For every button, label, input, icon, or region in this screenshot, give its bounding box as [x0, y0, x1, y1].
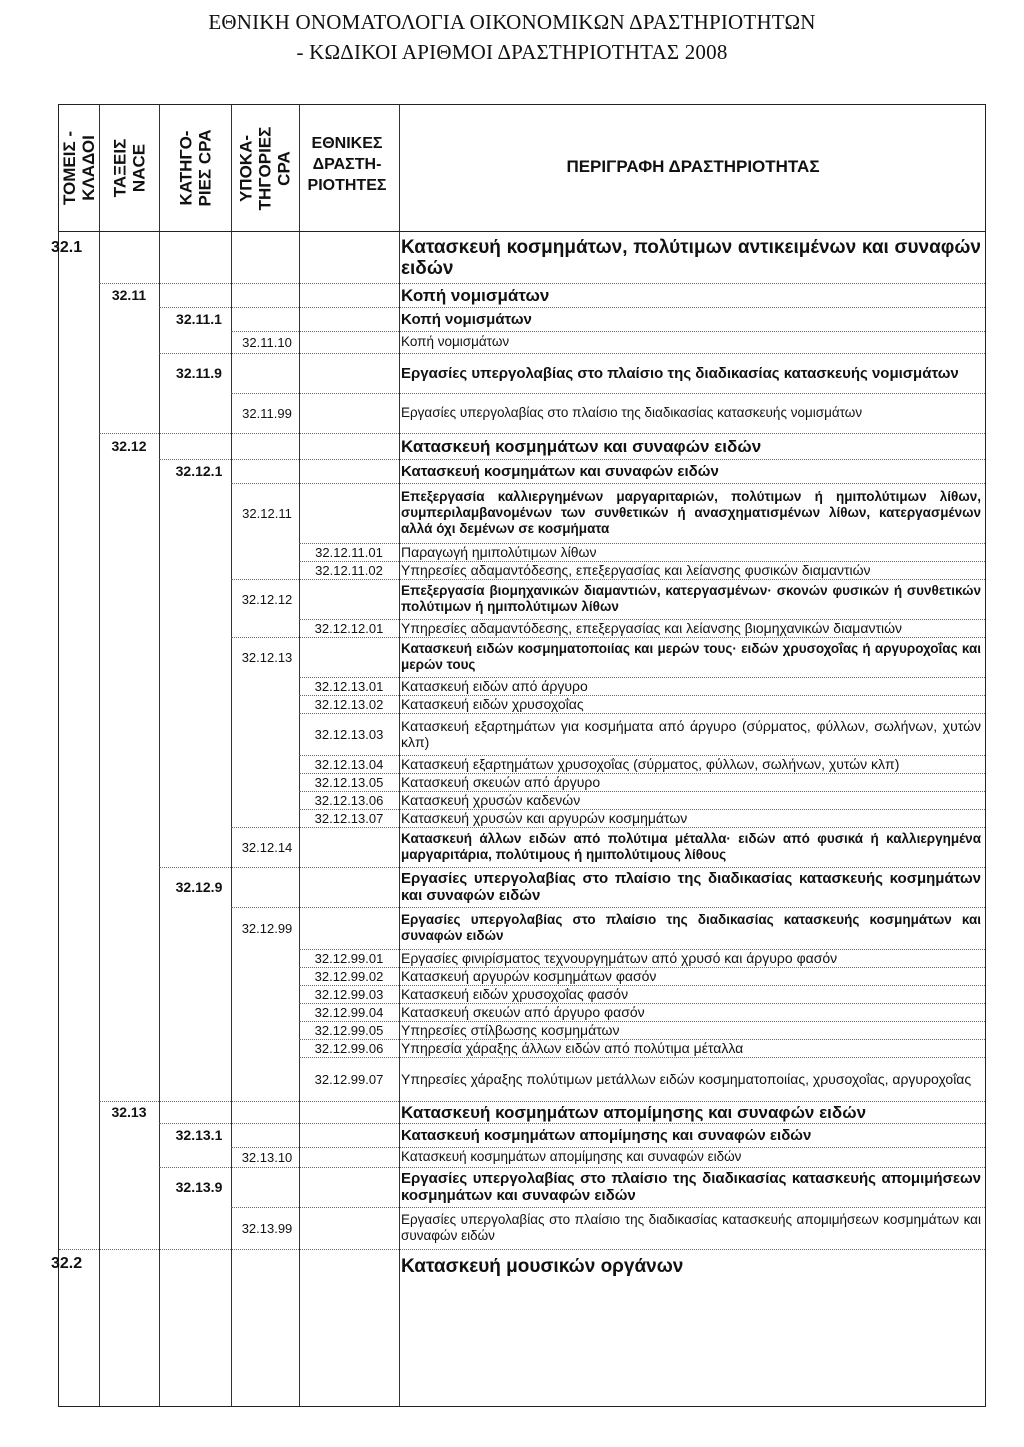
activity-description: Κατασκευή ειδών χρυσοχοΐας φασόν — [401, 986, 629, 1002]
activity-codes-table — [51, 104, 986, 1407]
header-subcategories: ΥΠΟΚΑ- ΤΗΓΟΡΙΕΣ CPA — [236, 126, 294, 210]
activity-code: 32.12.99 — [241, 920, 293, 936]
activity-code: 32.12.12 — [241, 591, 293, 607]
activity-code: 32.11.9 — [176, 365, 222, 381]
activity-description: Κατασκευή ειδών χρυσοχοΐας — [401, 696, 584, 712]
activity-code: 32.12.11.02 — [315, 562, 383, 578]
activity-code: 32.13.99 — [241, 1220, 293, 1236]
activity-description: Κατασκευή μουσικών οργάνων — [401, 1255, 684, 1277]
document-title: ΕΘΝΙΚΗ ΟΝΟΜΑΤΟΛΟΓΙΑ ΟΙΚΟΝΟΜΙΚΩΝ ΔΡΑΣΤΗΡΙΟΤΗΤΩΝ — [208, 10, 816, 34]
activity-description: Υπηρεσίες αδαμαντόδεσης, επεξεργασίας και λείανσης βιομηχανικών διαμαντιών — [401, 620, 903, 636]
activity-description: Κατασκευή σκευών από άργυρο — [401, 774, 601, 790]
activity-description: Υπηρεσίες αδαμαντόδεσης, επεξεργασίας και λείανσης φυσικών διαμαντιών — [401, 562, 871, 578]
activity-description: Επεξεργασία καλλιεργημένων μαργαριταριών, πολύτιμων ή ημιπολύτιμων λίθων, συμπεριλαμβανομένων των συνθετικών ή ανασχηματισμένων λίθων, κατεργασμένων αλλά όχι δεμένων σε κοσμήματα — [401, 489, 981, 536]
activity-description: Υπηρεσίες χάραξης πολύτιμων μετάλλων ειδών κοσμηματοποιίας, χρυσοχοΐας, αργυροχοΐας — [401, 1071, 972, 1087]
activity-description: Υπηρεσίες στίλβωσης κοσμημάτων — [401, 1022, 620, 1038]
activity-description: Κοπή νομισμάτων — [401, 334, 510, 349]
activity-code: 32.12.99.01 — [314, 950, 384, 966]
activity-code: 32.12.1 — [175, 463, 223, 479]
activity-code: 32.13.1 — [175, 1127, 223, 1143]
activity-code: 32.12.99.05 — [314, 1022, 384, 1038]
activity-description: Παραγωγή ημιπολύτιμων λίθων — [401, 544, 597, 560]
header-description: ΠΕΡΙΓΡΑΦΗ ΔΡΑΣΤΗΡΙΟΤΗΤΑΣ — [566, 157, 820, 176]
activity-code: 32.12.99.04 — [314, 1004, 384, 1020]
activity-description: Υπηρεσία χάραξης άλλων ειδών από πολύτιμα μέταλλα — [401, 1040, 744, 1056]
activity-description: Κατασκευή κοσμημάτων και συναφών ειδών — [401, 436, 762, 456]
activity-code: 32.11.1 — [176, 311, 222, 327]
activity-description: Κατασκευή εξαρτημάτων χρυσοχοΐας (σύρματος, φύλλων, σωλήνων, χυτών κλπ) — [401, 756, 900, 772]
activity-code: 32.11 — [111, 287, 147, 303]
activity-code: 32.12.11 — [242, 505, 292, 521]
activity-description: Κατασκευή κοσμημάτων απομίμησης και συναφών ειδών — [401, 1126, 812, 1144]
activity-description: Επεξεργασία βιομηχανικών διαμαντιών, κατεργασμένων· σκονών φυσικών ή συνθετικών πολύτιμων ή ημιπολύτιμων λίθων — [401, 583, 981, 614]
header-national-activities: ΕΘΝΙΚΕΣ ΔΡΑΣΤΗ- ΡΙΟΤΗΤΕΣ — [307, 135, 387, 194]
activity-description: Κατασκευή κοσμημάτων, πολύτιμων αντικειμένων και συναφών ειδών — [401, 237, 981, 279]
activity-code: 32.12.13.04 — [314, 756, 384, 772]
activity-code: 32.13 — [111, 1104, 147, 1120]
activity-code: 32.2 — [51, 1255, 83, 1272]
activity-description: Εργασίες υπεργολαβίας στο πλαίσιο της διαδικασίας κατασκευής κοσμημάτων και συναφών ειδών — [401, 912, 981, 943]
activity-code: 32.12.99.06 — [314, 1040, 384, 1056]
activity-description: Κατασκευή ειδών κοσμηματοποιίας και μερών τους· ειδών χρυσοχοΐας ή αργυροχοΐας και μερών τους — [401, 641, 981, 672]
activity-description: Εργασίες υπεργολαβίας στο πλαίσιο της διαδικασίας κατασκευής απομιμήσεων κοσμημάτων και συναφών ειδών — [401, 1212, 981, 1243]
activity-description: Εργασίες υπεργολαβίας στο πλαίσιο της διαδικασίας κατασκευής κοσμημάτων και συναφών ειδών — [401, 870, 981, 904]
activity-code: 32.12.13.05 — [314, 774, 384, 790]
activity-description: Κατασκευή αργυρών κοσμημάτων φασόν — [401, 968, 657, 984]
column-divider — [231, 105, 232, 1406]
activity-description: Κατασκευή κοσμημάτων απομίμησης και συναφών ειδών — [401, 1149, 742, 1164]
activity-description: Κατασκευή άλλων ειδών από πολύτιμα μέταλλα· ειδών από φυσικά ή καλλιεργημένα μαργαριτάρια, πολύτιμους ή ημιπολύτιμους λίθους — [401, 831, 981, 862]
activity-code: 32.12.13.01 — [314, 678, 384, 694]
activity-description: Κατασκευή κοσμημάτων απομίμησης και συναφών ειδών — [401, 1102, 867, 1122]
activity-code: 32.12.14 — [241, 839, 293, 855]
activity-code: 32.12.99.07 — [314, 1071, 384, 1087]
activity-description: Κατασκευή χρυσών καδενών — [401, 792, 581, 808]
activity-code: 32.11.10 — [242, 334, 292, 350]
activity-code: 32.11.99 — [242, 405, 292, 421]
activity-code: 32.12.13.02 — [314, 696, 384, 712]
header-divider — [59, 231, 985, 232]
activity-description: Εργασίες υπεργολαβίας στο πλαίσιο της διαδικασίας κατασκευής νομισμάτων — [401, 405, 863, 420]
activity-code: 32.12.13.07 — [314, 810, 384, 826]
activity-description: Κοπή νομισμάτων — [401, 285, 550, 305]
activity-description: Κοπή νομισμάτων — [401, 310, 532, 328]
header-categories: ΚΑΤΗΓΟ- ΡΙΕΣ CPA — [176, 129, 214, 207]
activity-code: 32.13.9 — [175, 1179, 223, 1195]
activity-description: Εργασίες φινιρίσματος τεχνουργημάτων από χρυσό και άργυρο φασόν — [401, 950, 838, 966]
activity-code: 32.12.13 — [241, 649, 293, 665]
activity-code: 32.1 — [51, 239, 83, 256]
activity-code: 32.12 — [111, 438, 147, 454]
activity-code: 32.12.13.06 — [314, 792, 384, 808]
activity-code: 32.12.12.01 — [314, 620, 384, 636]
activity-description: Κατασκευή ειδών από άργυρο — [401, 678, 588, 694]
activity-code: 32.13.10 — [241, 1149, 293, 1165]
activity-description: Εργασίες υπεργολαβίας στο πλαίσιο της διαδικασίας κατασκευής νομισμάτων — [401, 364, 959, 382]
activity-code: 32.12.11.01 — [315, 544, 383, 560]
header-classes: ΤΑΞΕΙΣ NACE — [109, 138, 148, 198]
activity-description: Κατασκευή χρυσών και αργυρών κοσμημάτων — [401, 810, 688, 826]
activity-code: 32.12.99.03 — [314, 986, 384, 1002]
activity-description: Κατασκευή εξαρτημάτων για κοσμήματα από άργυρο (σύρματος, φύλλων, σωλήνων, χυτών κλπ) — [401, 718, 981, 750]
document-subtitle: - ΚΩΔΙΚΟΙ ΑΡΙΘΜΟΙ ΔΡΑΣΤΗΡΙΟΤΗΤΑΣ 2008 — [296, 40, 728, 64]
activity-code: 32.12.99.02 — [314, 968, 384, 984]
activity-description: Εργασίες υπεργολαβίας στο πλαίσιο της διαδικασίας κατασκευής απομιμήσεων κοσμημάτων και συναφών ειδών — [401, 1170, 981, 1204]
activity-code: 32.12.9 — [175, 879, 223, 895]
activity-code: 32.12.13.03 — [314, 726, 384, 742]
header-sectors: ΤΟΜΕΙΣ - ΚΛΑΔΟΙ — [60, 130, 99, 206]
activity-description: Κατασκευή σκευών από άργυρο φασόν — [401, 1004, 645, 1020]
activity-description: Κατασκευή κοσμημάτων και συναφών ειδών — [401, 462, 719, 480]
